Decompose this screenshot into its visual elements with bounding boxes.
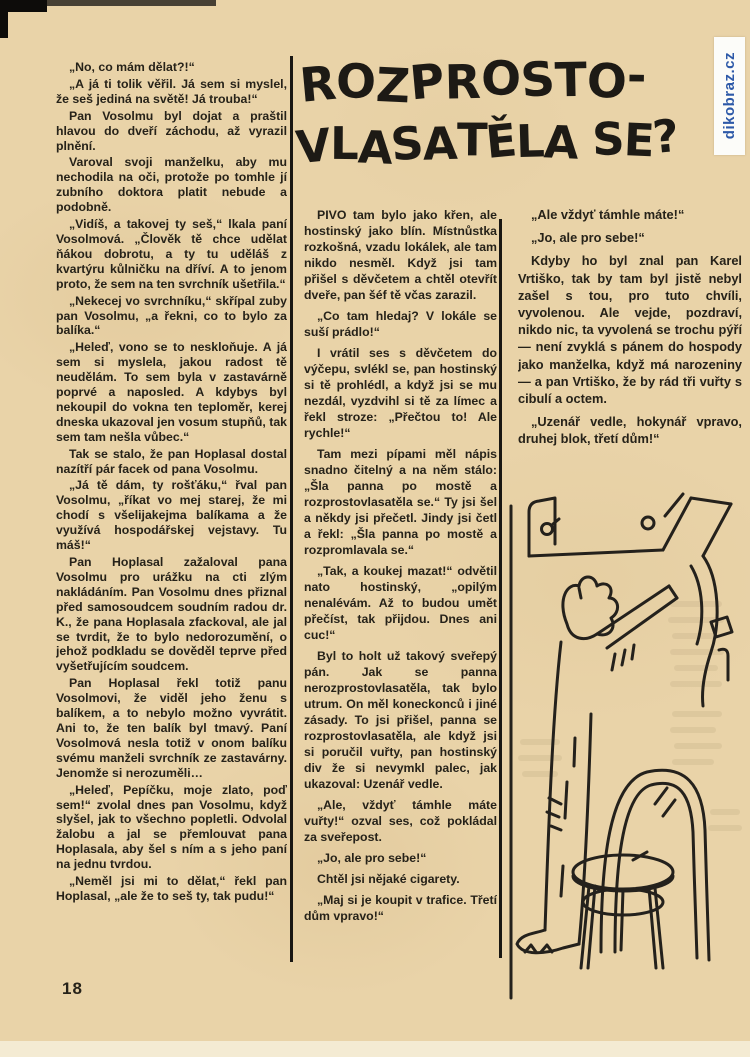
paragraph: „Neměl jsi mi to dělat,“ řekl pan Hoplasal, „ale že to seš ty, tak pudu!“ [56,874,287,903]
paragraph: „No, co mám dělat?!“ [69,60,195,74]
paragraph: Pan Hoplasal zažaloval pana Vosolmu pro urážku na cti zlým nakládáním. Pan Vosolmu dnes přiznal před samosoudcem soudním radou dr. K., že pana Hoplasala zfackoval, ale jal se tvrdit, že to bylo nedorozumění, o jehož podkladu se dověděl teprve před vyšetřujícím soudcem. [56,555,287,674]
paragraph: Tak se stalo, že pan Hoplasal dostal nazítří pár facek od pana Vosolmu. [56,446,287,476]
paragraph: „Jo, ale pro sebe!“ [317,851,427,865]
paragraph: Chtěl jsi nějaké cigarety. [317,872,460,886]
article-title-line-1: ROZPROSTO- [297,48,647,115]
scan-edge-artifact-side [0,0,8,38]
paragraph: „Vidíš, a takovej ty seš,“ lkala paní Vosolmová. „Člověk tě chce udělat ňákou dobrotu, a ty tu uděláš z kvartýru kůlničku na dříví. A to jenom proto, že sem na ten svrchník ušetřila.“ [56,217,287,291]
cuff-shape [711,617,732,637]
chair-seat [573,855,673,889]
article-column-right [518,206,742,482]
robe-left-edge [545,642,561,930]
column-divider-right [499,219,502,958]
paragraph: „Ale, vždyť támhle máte vuřty!“ ozval ses, což pokládal za sveřepost. [304,798,497,844]
watermark-text: dikobraz.cz [721,52,738,140]
paragraph: „Maj si je koupit v trafice. Třetí dům vpravo!“ [304,893,497,923]
coat-rack-and-chair-illustration [505,482,745,1002]
paragraph: „A já ti tolik věřil. Já sem si myslel, že seš jediná na světě! Já trouba!“ [56,76,287,106]
article-title [293,48,748,204]
coat-hook-left [542,524,553,535]
coat-rack-board [529,550,663,556]
paragraph: „Co tam hledaj? V lokále se suší prádlo!“ [304,309,497,339]
paragraph: „Heleď, Pepíčku, moje zlato, poď sem!“ zvolal dnes pan Vosolmu, když slyšel, jak to všechno popletli. Odvolal žalobu a jal se přemlouvat pana Hoplasala, aby šel s ním a s jeho paní na jednu tvrdou. [56,782,287,872]
chair-back-inner [615,783,697,958]
paragraph: PIVO tam bylo jako křen, ale hostinský jako blín. Místnůstka rozkošná, vzadu lokálek, ale tam nikdo nesměl. Když jsi tam přišel s děvčetem a chtěl otevřít dveře, pan šéf tě včas zarazil. [304,208,497,302]
paragraph: „Heleď, vono se to neskloňuje. A já sem si myslela, jakou radost tě neudělám. To sem byla v zastavárně poprvé a naposled. A kdybys byl nekoupil do vokna ten teploměr, kerej dneska ukazoval jen vosum stupňů, tak sem tam nešla vůbec.“ [56,340,287,444]
article-column-left [56,60,287,962]
paragraph: „Uzenář vedle, hokynář vpravo, druhej blok, třetí dům!“ [518,414,742,447]
mitten-shape [563,577,618,639]
paragraph: „Nekecej vo svrchníku,“ skřípal zuby pan Vosolmu, „a řekni, co to bylo za balíka.“ [56,293,287,338]
paragraph: Pan Vosolmu byl dojat a praštil hlavou do dveří záchodu, až vyrazil plnění. [56,108,287,153]
paragraph: Kdyby ho byl znal pan Karel Vrtiško, tak by tam byl jistě nebyl zašel s tou, pro tuto chvíli, vyvolenou. Ale vejde, pozdraví, nikdo nic, ta vyvolená se trochu pýří — není zvyklá s pánem do hospody jako manželka, když má narozeniny — a pan Vrtiško, že by rád tři vuřty s cibulí a octem. [518,253,742,407]
paragraph: „Tak, a koukej mazat!“ odvětil nato hostinský, „opilým nenalévám. Až to budou umět přečíst, tak přijdou. Dnes ani cuc!“ [304,564,497,642]
coat-hook-right [642,517,654,529]
paragraph: Byl to holt už takový sveřepý pán. Jak se panna nerozprostovlasatěla, tak bylo utrum. On měl koneckonců i jiné zásady. To jsi přišel, panna se rozprostovlasatěla, ale když jsi si poručil vuřty, pan hostinský div že si nevymkl palec, jak ukazoval: Uzenář vedle. [304,649,497,791]
page-number: 18 [62,979,83,998]
scan-edge-artifact-bottom [0,1041,750,1057]
paragraph: „Ale vždyť támhle máte!“ [531,207,685,222]
paragraph: Varoval svoji manželku, aby mu nechodila na oči, protože po tomhle jí zubního doktora platit nebude a podobně. [56,155,287,215]
paragraph: I vrátil ses s děvčetem do výčepu, svlékl se, pan hostinský si tě prohlédl, a když jsi se mu nezdál, vyzdvihl si tě za límec a řekl stroze: „Přečtou to! Ale rychle!“ [304,346,497,440]
article-title-line-2: VLASATĚLA SE? [293,108,681,175]
tilted-plank [663,498,691,550]
paragraph: „Jo, ale pro sebe!“ [531,230,645,246]
paragraph: „Já tě dám, ty rošťáku,“ řval pan Vosolmu, „říkat vo mej starej, že mi chodí s všelijakejma balíkama a že využívá hospodářskej vejstavy. Tu máš!“ [56,478,287,553]
column-divider-left [290,56,293,962]
article-column-middle [304,207,497,967]
paragraph: Pan Hoplasal řekl totiž panu Vosolmovi, že viděl jeho ženu s balíkem, a to nebylo možno vyvrátit. Ani to, že ten balík byl tmavý. Paní Vosolmová nesla totiž v onom balíku svému manželi svrchník ze zastavárny. Jenomže si nerozuměli… [56,676,287,780]
paragraph: Tam mezi pípami měl nápis snadno čitelný a na něm stálo: „Šla panna po mostě a rozprostovlasatěla se.“ Ty jsi šel a někdy jsi přečetl. Jindy jsi četl a řekl: „Šla panna po mostě a rozpromlavala se.“ [304,447,497,557]
